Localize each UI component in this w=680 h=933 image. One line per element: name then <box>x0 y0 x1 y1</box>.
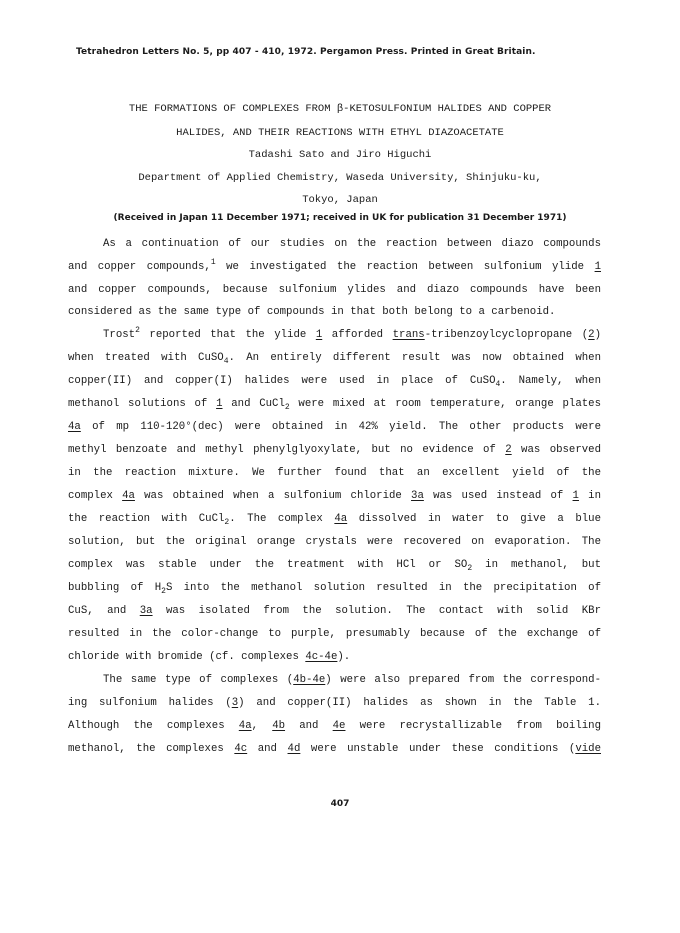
subscript: 2 <box>161 587 166 596</box>
body-line <box>68 375 601 388</box>
text-run: and <box>285 720 333 732</box>
body-line <box>68 720 601 733</box>
subscript: 2 <box>224 518 230 527</box>
text-run: ). <box>337 651 351 663</box>
text-run: methanol solutions of <box>68 398 217 410</box>
body-line: and copper compounds, because sulfonium ylides and diazo compounds have been <box>68 284 601 296</box>
body-line: resulted in the color-change to purple, presumably because of the exchange of <box>68 628 601 640</box>
text-run: Although the complexes <box>68 720 239 732</box>
reference-mark: 1 <box>210 258 216 267</box>
text-run: ing sulfonium halides ( <box>68 697 232 709</box>
compound-label: 2 <box>588 329 595 341</box>
text-run: , <box>251 720 273 732</box>
compound-label: 1 <box>594 261 601 273</box>
body-line <box>68 559 601 572</box>
text-run: methyl benzoate and methyl phenylglyoxylate, but no evidence of <box>68 444 506 456</box>
text-run: . An entirely different result was now obtained when <box>228 352 601 364</box>
compound-label: 4b <box>272 720 286 732</box>
text-run: reported that the ylide <box>139 329 316 341</box>
body-line <box>68 513 601 526</box>
text-run: The same type of complexes ( <box>103 674 294 686</box>
article-title-line-1: THE FORMATIONS OF COMPLEXES FROM β-KETOSULFONIUM HALIDES AND COPPER <box>128 103 552 115</box>
text-run: bubbling of H <box>68 582 162 594</box>
text-run: and copper compounds, <box>68 261 211 273</box>
text-run: -tribenzoylcyclopropane ( <box>424 329 589 341</box>
subscript: 2 <box>284 403 290 412</box>
compound-label: 4b-4e <box>293 674 326 686</box>
text-run: chloride with bromide (cf. complexes <box>68 651 306 663</box>
text-run: ) were also prepared from the correspond- <box>325 674 601 686</box>
text-run: ) and copper(II) halides as shown in the Table 1. <box>238 697 602 709</box>
text-run: were unstable under these conditions ( <box>300 743 576 755</box>
body-line <box>68 421 601 434</box>
text-run: . Namely, when <box>500 375 601 387</box>
compound-label: 1 <box>572 490 579 502</box>
text-run: was observed <box>511 444 601 456</box>
compound-label: 4c <box>234 743 248 755</box>
compound-label: 2 <box>505 444 512 456</box>
compound-label: 1 <box>315 329 323 341</box>
text-run: methanol, the complexes <box>68 743 235 755</box>
reference-mark: 2 <box>135 326 140 335</box>
page-number: 407 <box>330 799 350 809</box>
body-line <box>103 326 602 342</box>
text-run: was isolated from the solution. The contact with solid KBr <box>152 605 601 617</box>
text-run: we investigated the reaction between sulfonium ylide <box>215 261 595 273</box>
compound-label: 4a <box>68 421 81 433</box>
body-line: considered as the same type of compounds in that both belong to a carbenoid. <box>68 306 556 318</box>
body-line <box>103 674 601 687</box>
text-run: was obtained when a sulfonium chloride <box>134 490 412 502</box>
compound-label: 4a <box>122 490 135 502</box>
text-run: . The complex <box>229 513 335 525</box>
text-run: CuS, and <box>68 605 140 617</box>
body-line: As a continuation of our studies on the reaction between diazo compounds <box>103 238 601 250</box>
text-run: and CuCl <box>222 398 285 410</box>
italic-term: vide <box>575 743 601 755</box>
compound-label: 4a <box>334 513 348 525</box>
compound-label: 1 <box>216 398 223 410</box>
body-line <box>68 258 601 274</box>
compound-label: 3a <box>411 490 424 502</box>
text-run: and <box>247 743 288 755</box>
body-line <box>68 398 601 411</box>
compound-label: 3 <box>231 697 239 709</box>
text-run: were mixed at room temperature, orange plates <box>289 398 601 410</box>
text-run: was used instead of <box>423 490 573 502</box>
body-line <box>68 582 601 595</box>
text-run: ) <box>594 329 602 341</box>
compound-label: 4d <box>287 743 301 755</box>
subscript: 4 <box>223 357 229 366</box>
text-run: copper(II) and copper(I) halides were used in place of CuSO <box>68 375 496 387</box>
body-line: in the reaction mixture. We further found that an excellent yield of the <box>68 467 601 479</box>
subscript: 2 <box>467 564 473 573</box>
text-run: in <box>578 490 602 502</box>
received-dates: (Received in Japan 11 December 1971; received in UK for publication 31 December 1971) <box>113 213 567 223</box>
article-authors: Tadashi Sato and Jiro Higuchi <box>248 149 432 161</box>
text-run: afforded <box>322 329 393 341</box>
compound-label: 3a <box>139 605 153 617</box>
body-line <box>68 352 601 365</box>
text-run: dissolved in water to give a blue <box>347 513 601 525</box>
body-line <box>68 651 601 664</box>
journal-header: Tetrahedron Letters No. 5, pp 407 - 410, 1972. Pergamon Press. Printed in Great Britain. <box>76 47 536 57</box>
text-run: when treated with CuSO <box>68 352 224 364</box>
text-run: complex <box>68 490 123 502</box>
body-line: solution, but the original orange crystals were recovered on evaporation. The <box>68 536 601 548</box>
text-run: the reaction with CuCl <box>68 513 225 525</box>
compound-label: 4c-4e <box>305 651 338 663</box>
body-line <box>68 743 601 756</box>
body-line <box>68 444 601 457</box>
compound-label: 4a <box>238 720 252 732</box>
text-run: of mp 110-120°(dec) were obtained in 42% yield. The other products were <box>80 421 601 433</box>
affiliation-line-2: Tokyo, Japan <box>302 194 378 206</box>
text-run: were recrystallizable from boiling <box>345 720 601 732</box>
text-run: Trost <box>103 329 136 341</box>
body-line <box>68 697 601 710</box>
compound-label: 4e <box>332 720 346 732</box>
affiliation-line-1: Department of Applied Chemistry, Waseda University, Shinjuku-ku, <box>138 172 542 184</box>
italic-term: trans <box>392 329 425 341</box>
article-title-line-2: HALIDES, AND THEIR REACTIONS WITH ETHYL DIAZOACETATE <box>176 127 504 139</box>
body-line <box>68 490 601 503</box>
text-run: complex was stable under the treatment with HCl or SO <box>68 559 468 571</box>
body-line <box>68 605 601 618</box>
text-run: in methanol, but <box>472 559 601 571</box>
subscript: 4 <box>495 380 501 389</box>
text-run: S into the methanol solution resulted in the precipitation of <box>165 582 601 594</box>
